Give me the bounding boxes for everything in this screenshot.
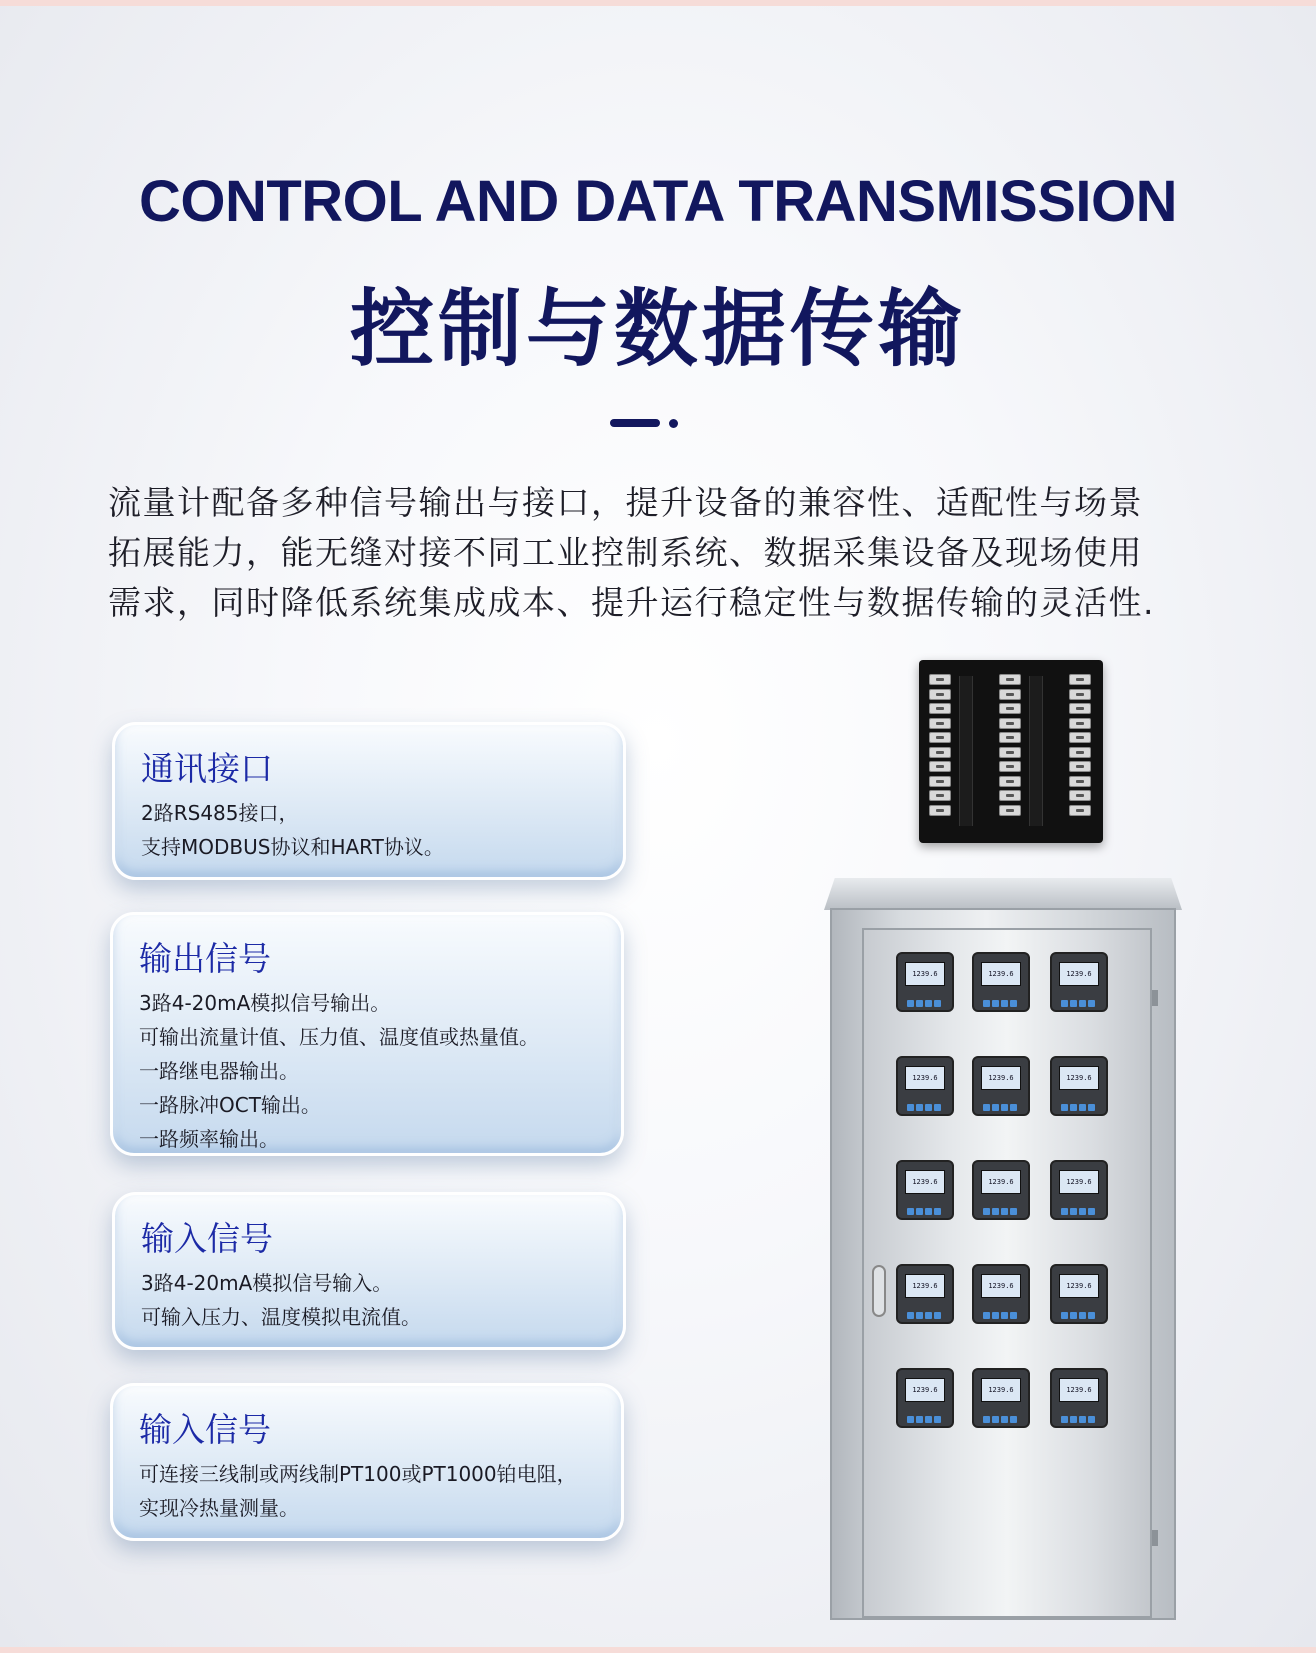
terminal-column [929, 674, 957, 819]
terminal-column [999, 674, 1027, 819]
panel-meter [896, 1264, 954, 1324]
meter-screen: 1239.6 [981, 1170, 1021, 1194]
terminal-column [1069, 674, 1097, 819]
terminal-label-strip [1029, 676, 1043, 826]
english-title: CONTROL AND DATA TRANSMISSION [138, 169, 1178, 234]
title-divider-dot [669, 419, 678, 428]
meter-buttons [1061, 992, 1099, 1000]
panel-meter [1050, 1368, 1108, 1428]
chinese-title: 控制与数据传输 [349, 280, 966, 378]
card-title: 输入信号 [139, 1410, 271, 1449]
meter-screen: 1239.6 [981, 1378, 1021, 1402]
meter-screen: 1239.6 [981, 1066, 1021, 1090]
panel-meter [896, 1368, 954, 1428]
card-line: 一路频率输出。 [139, 1127, 279, 1151]
meter-buttons [983, 1408, 1021, 1416]
meter-buttons [983, 1304, 1021, 1312]
panel-meter [1050, 952, 1108, 1012]
meter-screen: 1239.6 [905, 1066, 945, 1090]
meter-buttons [907, 1304, 945, 1312]
card-input-signal-rtd [110, 1383, 624, 1541]
meter-screen: 1239.6 [1059, 1274, 1099, 1298]
meter-screen: 1239.6 [905, 1170, 945, 1194]
meter-buttons [983, 1096, 1021, 1104]
card-line: 一路脉冲OCT输出。 [139, 1093, 321, 1117]
meter-screen: 1239.6 [981, 962, 1021, 986]
panel-meter [1050, 1160, 1108, 1220]
card-line: 2路RS485接口， [141, 801, 299, 825]
meter-buttons [907, 1096, 945, 1104]
intro-paragraph [108, 478, 1228, 628]
meter-screen: 1239.6 [1059, 1378, 1099, 1402]
control-cabinet-image [824, 878, 1182, 1620]
meter-buttons [1061, 1096, 1099, 1104]
title-divider [610, 419, 660, 427]
meter-screen: 1239.6 [981, 1274, 1021, 1298]
terminal-label-strip [959, 676, 973, 826]
card-line: 可输入压力、温度模拟电流值。 [141, 1305, 421, 1329]
panel-meter [972, 1056, 1030, 1116]
meter-buttons [1061, 1408, 1099, 1416]
panel-meter [1050, 1264, 1108, 1324]
bottom-accent-strip [0, 1647, 1316, 1653]
meter-buttons [983, 992, 1021, 1000]
panel-meter [896, 952, 954, 1012]
panel-meter [972, 1368, 1030, 1428]
card-input-signal-analog [112, 1192, 626, 1350]
top-accent-strip [0, 0, 1316, 6]
meter-screen: 1239.6 [905, 1378, 945, 1402]
terminal-block-image [919, 660, 1103, 843]
cabinet-door [862, 928, 1152, 1618]
intro-line: 拓展能力，能无缝对接不同工业控制系统、数据采集设备及现场使用 [108, 533, 1143, 572]
meter-screen: 1239.6 [905, 962, 945, 986]
meter-buttons [1061, 1304, 1099, 1312]
card-title: 输出信号 [139, 939, 271, 978]
meter-screen: 1239.6 [1059, 962, 1099, 986]
panel-meter [972, 1160, 1030, 1220]
card-line: 3路4-20mA模拟信号输入。 [141, 1271, 393, 1295]
door-hinge [1152, 1530, 1158, 1546]
meter-buttons [907, 1408, 945, 1416]
card-line: 3路4-20mA模拟信号输出。 [139, 991, 391, 1015]
card-output-signal [110, 912, 624, 1156]
card-line: 实现冷热量测量。 [139, 1496, 299, 1520]
meter-screen: 1239.6 [1059, 1170, 1099, 1194]
meter-buttons [907, 1200, 945, 1208]
meter-buttons [907, 992, 945, 1000]
panel-meter [972, 1264, 1030, 1324]
meter-screen: 1239.6 [905, 1274, 945, 1298]
card-title: 通讯接口 [141, 749, 273, 788]
card-line: 可输出流量计值、压力值、温度值或热量值。 [139, 1025, 539, 1049]
card-line: 一路继电器输出。 [139, 1059, 299, 1083]
door-hinge [1152, 990, 1158, 1006]
meter-buttons [1061, 1200, 1099, 1208]
panel-meter [896, 1160, 954, 1220]
card-line: 可连接三线制或两线制PT100或PT1000铂电阻， [139, 1462, 577, 1486]
panel-meter [896, 1056, 954, 1116]
panel-meter [1050, 1056, 1108, 1116]
door-handle [872, 1265, 886, 1317]
meter-screen: 1239.6 [1059, 1066, 1099, 1090]
card-line: 支持MODBUS协议和HART协议。 [141, 835, 444, 859]
card-communication-interface [112, 722, 626, 880]
card-title: 输入信号 [141, 1219, 273, 1258]
meter-buttons [983, 1200, 1021, 1208]
cabinet-roof [824, 878, 1182, 910]
panel-meter [972, 952, 1030, 1012]
intro-line: 需求，同时降低系统集成成本、提升运行稳定性与数据传输的灵活性. [108, 583, 1155, 622]
intro-line: 流量计配备多种信号输出与接口，提升设备的兼容性、适配性与场景 [108, 483, 1143, 522]
